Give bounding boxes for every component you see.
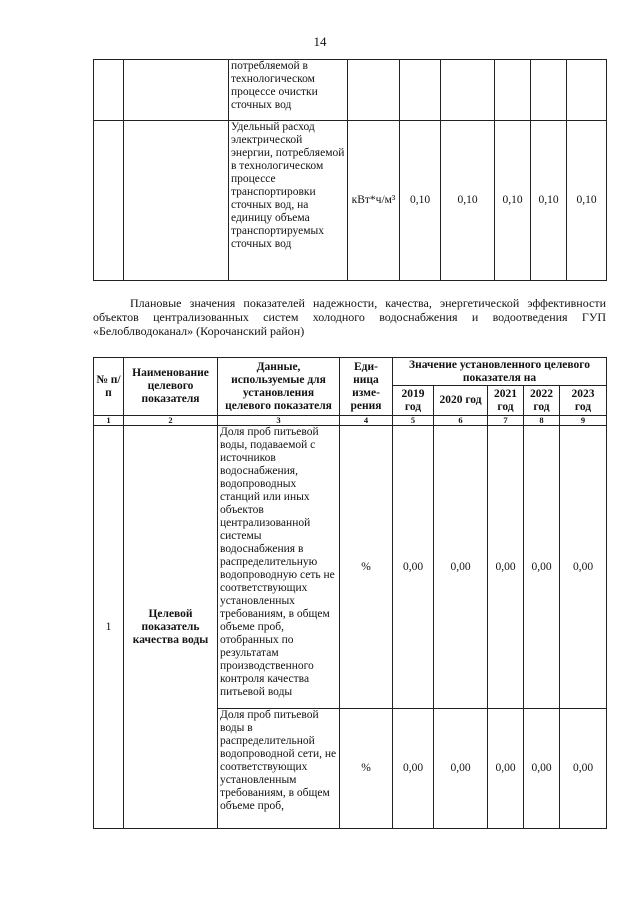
- header-year: 2020 год: [434, 386, 488, 416]
- header-year: 2022 год: [524, 386, 560, 416]
- row-number: 1: [94, 426, 124, 829]
- value-cell: 0,10: [531, 121, 567, 281]
- indicator-name: Целевой показатель качества воды: [124, 426, 218, 829]
- unit-cell: %: [340, 426, 393, 709]
- header-name: Наименование целевого показателя: [124, 358, 218, 416]
- table-row: [94, 426, 607, 709]
- header-data: Данные, используемые для установления целевого показателя: [218, 358, 340, 416]
- value-cell: 0,00: [393, 709, 434, 829]
- column-number: 4: [340, 416, 393, 426]
- section-paragraph: Плановые значения показателей надежности, качества, энергетической эффективности объектов централизованных систем холодного водоснабжения и водоотведения ГУП «Белоблводоканал» (Корочанский район): [93, 296, 606, 338]
- value-cell: 0,00: [560, 426, 607, 709]
- column-number: 3: [218, 416, 340, 426]
- table-row: [94, 121, 607, 281]
- value-cell: 0,10: [441, 121, 495, 281]
- header-row: [94, 358, 607, 386]
- table-row: [94, 60, 607, 121]
- page-number: 14: [313, 34, 327, 49]
- value-cell: 0,00: [524, 709, 560, 829]
- value-cell: 0,00: [488, 709, 524, 829]
- value-cell: 0,00: [434, 709, 488, 829]
- value-cell: 0,10: [400, 121, 441, 281]
- value-cell: 0,10: [495, 121, 531, 281]
- header-unit: Еди-ница изме-рения: [340, 358, 393, 416]
- header-num: № п/п: [94, 358, 124, 416]
- column-number: 1: [94, 416, 124, 426]
- value-cell: 0,00: [560, 709, 607, 829]
- indicator-description: Доля проб питьевой воды в распределительной водопроводной сети, не соответствующих установленным требованиям, в общем объеме проб,: [218, 709, 340, 829]
- value-cell: 0,00: [488, 426, 524, 709]
- value-cell: 0,10: [567, 121, 607, 281]
- column-number: 2: [124, 416, 218, 426]
- continued-table: [93, 59, 607, 281]
- unit-cell: кВт*ч/м³: [348, 121, 400, 281]
- value-cell: 0,00: [524, 426, 560, 709]
- column-number: 5: [393, 416, 434, 426]
- column-number: 6: [434, 416, 488, 426]
- value-cell: 0,00: [434, 426, 488, 709]
- column-number-row: [94, 416, 607, 426]
- header-year: 2021 год: [488, 386, 524, 416]
- header-year: 2019 год: [393, 386, 434, 416]
- column-number: 7: [488, 416, 524, 426]
- value-cell: 0,00: [393, 426, 434, 709]
- header-year: 2023 год: [560, 386, 607, 416]
- column-number: 9: [560, 416, 607, 426]
- indicator-description: Удельный расход электрической энергии, потребляемой в технологическом процессе транспортировки сточных вод, на единицу объема транспортируемых сточных вод: [229, 121, 348, 281]
- unit-cell: %: [340, 709, 393, 829]
- column-number: 8: [524, 416, 560, 426]
- indicator-description: потребляемой в технологическом процессе очистки сточных вод: [229, 60, 348, 121]
- targets-table: [93, 357, 607, 829]
- indicator-description: Доля проб питьевой воды, подаваемой с источников водоснабжения, водопроводных станций или иных объектов централизованной системы водоснабжения в распределительную водопроводную сеть не соответствующих установленных требованиям, в общем объеме проб, отобранных по результатам производственного контроля качества питьевой воды: [218, 426, 340, 709]
- header-value-group: Значение установленного целевого показателя на: [393, 358, 607, 386]
